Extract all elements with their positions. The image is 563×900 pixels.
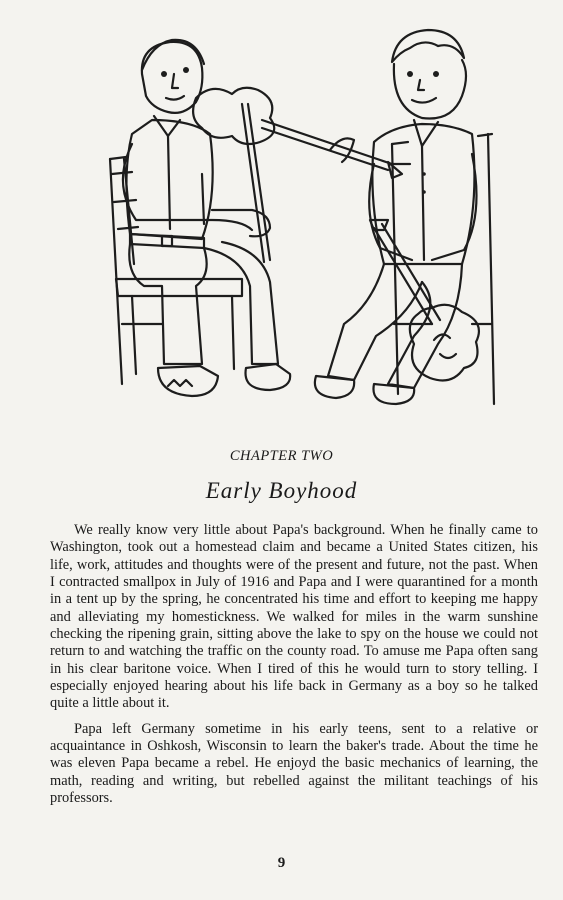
left-chair [110, 157, 242, 384]
paragraph: Papa left Germany sometime in his early teens, sent to a relative or acquaintance in Oshkosh, Wisconsin to learn the baker's trade. About the time he was eleven Papa became a rebel. He enjoyd the basic mechanics of learning, the math, reading and writing, but rebelled against the militant teachings of his professors. [50, 720, 538, 807]
right-boy [315, 30, 477, 404]
paragraph: We really know very little about Papa's background. When he finally came to Washington, took out a homestead claim and became a United States citizen, his life, work, attitudes and thoughts were of the present and future, not the past. When I contracted smallpox in July of 1916 and Papa and I were quarantined for a month in a tent up by the spring, he concentrated his time and effort to keeping me happy and alleviating my homestickness. We walked for miles in the warm sunshine checking the ripening grain, sitting above the lake to spy on the house we could not return to and watching the traffic on the county road. To amuse me Papa often sang in his clear baritone voice. When I tired of this he would turn to story telling. I especially enjoyed hearing about his life back in Germany as a boy so he talked quite a little about it. [50, 522, 538, 712]
page-number: 9 [277, 855, 286, 871]
chapter-title: Early Boyhood [205, 478, 358, 503]
left-violin [193, 88, 402, 178]
two-violinists-illustration [92, 24, 512, 424]
right-chair [392, 134, 494, 404]
body-text [50, 522, 538, 808]
chapter-label: CHAPTER TWO [229, 448, 334, 464]
